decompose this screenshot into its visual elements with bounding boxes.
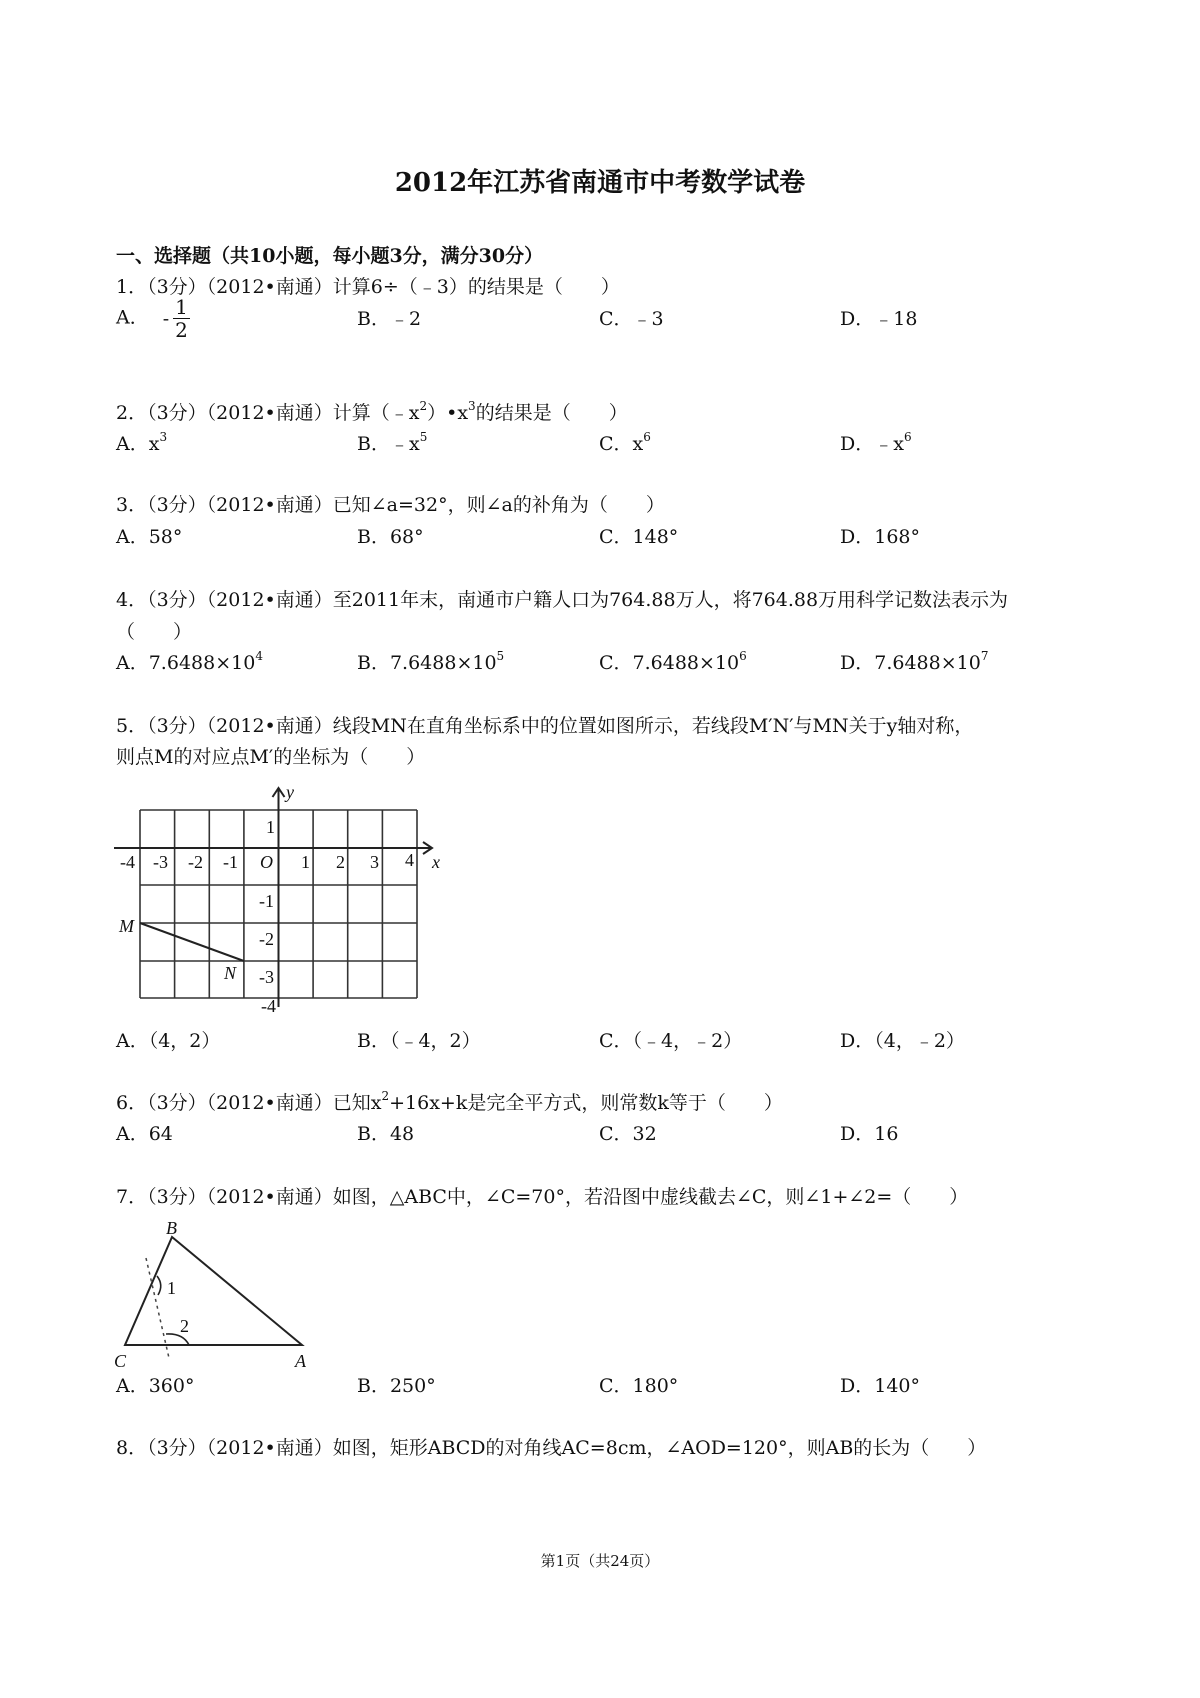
y-tick: -2 xyxy=(259,929,274,949)
option-text: A．x xyxy=(116,433,160,455)
x-tick: -4 xyxy=(120,852,135,872)
origin-label: O xyxy=(260,852,273,872)
question-6-stem xyxy=(116,1091,783,1115)
fraction-sign: - xyxy=(162,307,170,330)
question-8-stem: 8．（3分）（2012•南通）如图，矩形ABCD的对角线AC=8cm，∠AOD=120°，则AB的长为（ ） xyxy=(116,1437,987,1459)
exponent: 7 xyxy=(980,649,989,663)
exponent: 6 xyxy=(903,430,912,444)
exponent: 6 xyxy=(739,649,747,663)
angle-1-arc xyxy=(157,1276,161,1295)
stem-text: 6．（3分）（2012•南通）已知x xyxy=(116,1092,382,1114)
option-text: D．﹣x xyxy=(840,433,904,455)
question-5-stem-continued: 则点M的对应点M′的坐标为（ ） xyxy=(116,746,426,768)
x-tick: 4 xyxy=(405,850,414,870)
point-n-label: N xyxy=(224,963,237,983)
x-axis-label: x xyxy=(432,852,440,872)
option-text: B．﹣x xyxy=(357,433,420,455)
x-tick: -3 xyxy=(153,852,168,872)
question-5-option-a: A．（4，2） xyxy=(116,1030,221,1052)
y-tick: -4 xyxy=(261,996,276,1016)
question-4-stem: 4．（3分）（2012•南通）至2011年末，南通市户籍人口为764.88万人，将764.88万用科学记数法表示为 xyxy=(116,589,1009,611)
question-7-option-b: B．250° xyxy=(357,1375,436,1397)
question-3-option-c: C．148° xyxy=(599,526,679,548)
x-tick: -1 xyxy=(223,852,238,872)
question-1-option-c: C．﹣3 xyxy=(599,308,664,330)
section-heading: 一、选择题（共10小题，每小题3分，满分30分） xyxy=(116,245,544,267)
question-5-option-c: C．（﹣4，﹣2） xyxy=(599,1030,743,1052)
y-axis-label: y xyxy=(286,782,294,802)
question-3-option-a: A．58° xyxy=(116,526,183,548)
x-tick: 3 xyxy=(370,852,379,872)
stem-text: 的结果是（ ） xyxy=(475,402,628,424)
question-4-stem-continued: （ ） xyxy=(116,621,193,643)
point-m-label: M xyxy=(119,916,134,936)
question-6-option-d: D．16 xyxy=(840,1123,899,1145)
vertex-c-label: C xyxy=(114,1351,127,1371)
y-tick: -1 xyxy=(259,891,274,911)
exponent: 5 xyxy=(496,649,505,663)
question-6-option-b: B．48 xyxy=(357,1123,415,1145)
vertex-a-label: A xyxy=(295,1351,306,1371)
question-5-stem: 5．（3分）（2012•南通）线段MN在直角坐标系中的位置如图所示，若线段M′N′与MN关于y轴对称， xyxy=(116,715,974,737)
question-3-option-d: D．168° xyxy=(840,526,920,548)
x-tick: 1 xyxy=(301,852,310,872)
option-label: A． xyxy=(116,306,149,329)
question-1-option-b: B．﹣2 xyxy=(357,308,422,330)
x-tick: -2 xyxy=(188,852,203,872)
angle-2-label: 2 xyxy=(180,1316,189,1336)
x-tick: 2 xyxy=(336,852,345,872)
stem-text: +16x+k是完全平方式，则常数k等于（ ） xyxy=(389,1092,783,1114)
question-5-option-d: D．（4，﹣2） xyxy=(840,1030,965,1052)
stem-text: 2．（3分）（2012•南通）计算（﹣x xyxy=(116,402,420,424)
exponent: 2 xyxy=(381,1089,390,1103)
option-text: D．7.6488×10 xyxy=(840,652,981,674)
fraction-denominator: 2 xyxy=(175,318,188,342)
fraction-numerator: 1 xyxy=(175,295,188,319)
exponent: 3 xyxy=(468,399,476,413)
dashed-cut-line xyxy=(146,1258,169,1358)
option-text: C．x xyxy=(599,433,644,455)
question-5-option-b: B．（﹣4，2） xyxy=(357,1030,481,1052)
exponent: 5 xyxy=(419,430,428,444)
question-3-stem: 3．（3分）（2012•南通）已知∠a=32°，则∠a的补角为（ ） xyxy=(116,494,665,516)
stem-text: ）•x xyxy=(427,402,469,424)
segment-mn xyxy=(140,923,244,961)
question-1-option-d: D．﹣18 xyxy=(840,308,918,330)
question-1-stem: 1．（3分）（2012•南通）计算6÷（﹣3）的结果是（ ） xyxy=(116,276,620,298)
option-text: C．7.6488×10 xyxy=(599,652,740,674)
page-title: 2012年江苏省南通市中考数学试卷 xyxy=(394,168,806,198)
exponent: 3 xyxy=(159,430,168,444)
question-6-option-a: A．64 xyxy=(116,1123,173,1145)
question-7-stem: 7．（3分）（2012•南通）如图，△ABC中，∠C=70°，若沿图中虚线截去∠C，则∠1+∠2=（ ） xyxy=(116,1186,969,1208)
y-tick: 1 xyxy=(266,817,275,837)
exponent: 6 xyxy=(643,430,651,444)
triangle-figure xyxy=(114,1218,307,1371)
angle-1-label: 1 xyxy=(167,1278,176,1298)
question-6-option-c: C．32 xyxy=(599,1123,657,1145)
option-text: A．7.6488×10 xyxy=(116,652,256,674)
option-text: B．7.6488×10 xyxy=(357,652,497,674)
exponent: 4 xyxy=(255,649,263,663)
y-tick: -3 xyxy=(259,967,274,987)
question-7-option-c: C．180° xyxy=(599,1375,679,1397)
exponent: 2 xyxy=(419,399,428,413)
question-3-option-b: B．68° xyxy=(357,526,424,548)
vertex-b-label: B xyxy=(166,1218,177,1238)
triangle-abc xyxy=(125,1237,302,1345)
question-7-option-a: A．360° xyxy=(116,1375,195,1397)
question-7-option-d: D．140° xyxy=(840,1375,920,1397)
page-footer: 第1页（共24页） xyxy=(540,1552,660,1570)
